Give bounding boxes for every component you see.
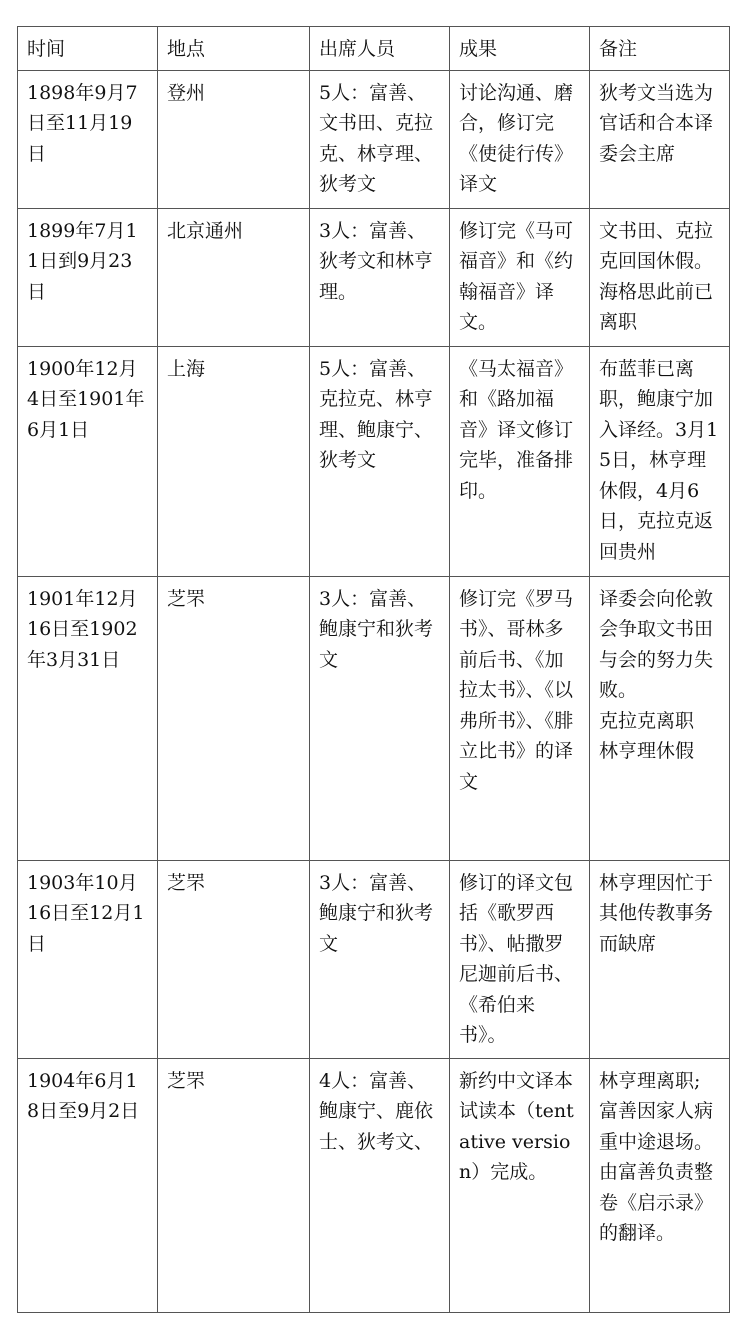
cell-time: [18, 70, 158, 208]
cell-notes: [590, 208, 730, 346]
attendees-text: 3人：富善、鲍康宁和狄考文: [319, 871, 434, 955]
results-text: 修订完《罗马书》、哥林多前后书、《加拉太书》、《以弗所书》、《腓立比书》的译文: [459, 587, 574, 793]
cell-time: [18, 860, 158, 1058]
table-row: [18, 70, 730, 208]
cell-notes: [590, 1058, 730, 1312]
header-place: 地点: [158, 27, 310, 71]
cell-time: [18, 1058, 158, 1312]
header-row: [18, 27, 730, 71]
time-text: 1903年10月16日至12月1日: [27, 871, 145, 955]
results-text: 修订的译文包括《歌罗西书》、帖撒罗尼迦前后书、《希伯来书》。: [459, 871, 574, 1046]
table-body: [18, 70, 730, 1312]
time-text: 1904年6月18日至9月2日: [27, 1069, 140, 1122]
place-text: 芝罘: [167, 871, 206, 894]
place-text: 芝罘: [167, 587, 206, 610]
place-text: 芝罘: [167, 1069, 206, 1092]
cell-place: [158, 346, 310, 576]
cell-notes: [590, 860, 730, 1058]
cell-notes: [590, 346, 730, 576]
results-text: 新约中文译本试读本（tentative version）完成。: [459, 1069, 574, 1183]
results-text: 修订完《马可福音》和《约翰福音》译文。: [459, 219, 574, 333]
time-text: 1898年9月7日至11月19日: [27, 81, 138, 165]
attendees-text: 5人：富善、克拉克、林亨理、鲍康宁、狄考文: [319, 357, 434, 471]
table-header: [18, 27, 730, 71]
cell-place: [158, 860, 310, 1058]
time-text: 1899年7月11日到9月23日: [27, 219, 138, 303]
header-results: 成果: [450, 27, 590, 71]
attendees-text: 5人：富善、文书田、克拉克、林亨理、狄考文: [319, 81, 434, 195]
cell-attendees: [310, 860, 450, 1058]
attendees-text: 3人：富善、狄考文和林亨理。: [319, 219, 434, 303]
cell-attendees: [310, 346, 450, 576]
results-text: 《马太福音》和《路加福音》译文修订完毕，准备排印。: [459, 357, 574, 502]
results-text: 讨论沟通、磨合，修订完《使徒行传》译文: [459, 81, 574, 195]
cell-results: [450, 576, 590, 860]
cell-place: [158, 576, 310, 860]
cell-notes: [590, 70, 730, 208]
place-text: 登州: [167, 81, 206, 104]
cell-notes: [590, 576, 730, 860]
cell-results: [450, 70, 590, 208]
notes-text: 文书田、克拉克回国休假。海格思此前已离职: [599, 219, 714, 333]
attendees-text: 4人：富善、鲍康宁、鹿依士、狄考文、: [319, 1069, 434, 1153]
cell-results: [450, 346, 590, 576]
cell-results: [450, 208, 590, 346]
header-time: 时间: [18, 27, 158, 71]
table-row: [18, 576, 730, 860]
cell-place: [158, 70, 310, 208]
table-row: [18, 1058, 730, 1312]
cell-attendees: [310, 208, 450, 346]
time-text: 1900年12月4日至1901年6月1日: [27, 357, 145, 441]
table-row: [18, 860, 730, 1058]
table-row: [18, 346, 730, 576]
cell-time: [18, 346, 158, 576]
notes-text: 林亨理离职; 富善因家人病重中途退场。由富善负责整卷《启示录》的翻译。: [599, 1069, 714, 1244]
cell-attendees: [310, 1058, 450, 1312]
cell-results: [450, 1058, 590, 1312]
cell-results: [450, 860, 590, 1058]
time-text: 1901年12月16日至1902年3月31日: [27, 587, 138, 671]
header-attendees: 出席人员: [310, 27, 450, 71]
notes-text: 林亨理因忙于其他传教事务而缺席: [599, 871, 714, 955]
cell-time: [18, 576, 158, 860]
notes-text: 译委会向伦敦会争取文书田与会的努力失败。 克拉克离职 林亨理休假: [599, 587, 714, 762]
cell-attendees: [310, 70, 450, 208]
cell-place: [158, 208, 310, 346]
cell-attendees: [310, 576, 450, 860]
notes-text: 布蓝菲已离职，鲍康宁加入译经。3月15日，林亨理休假，4月6日，克拉克返回贵州: [599, 357, 719, 563]
notes-text: 狄考文当选为官话和合本译委会主席: [599, 81, 714, 165]
header-notes: 备注: [590, 27, 730, 71]
place-text: 上海: [167, 357, 206, 380]
place-text: 北京通州: [167, 219, 244, 242]
cell-time: [18, 208, 158, 346]
translation-meetings-table: [17, 26, 730, 1313]
table-row: [18, 208, 730, 346]
attendees-text: 3人：富善、鲍康宁和狄考文: [319, 587, 434, 671]
cell-place: [158, 1058, 310, 1312]
